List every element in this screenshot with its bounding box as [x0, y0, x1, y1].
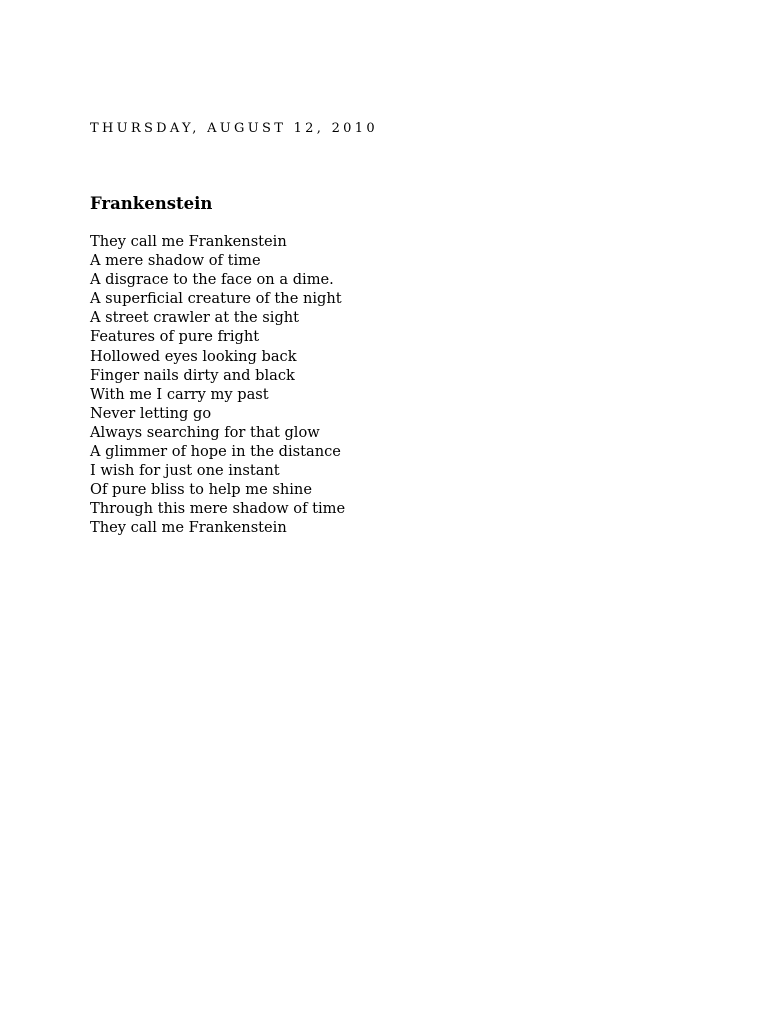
poem-line: Features of pure fright: [90, 328, 260, 346]
poem-line: I wish for just one instant: [90, 462, 280, 480]
poem-line: Finger nails dirty and black: [90, 366, 295, 384]
poem-line: Through this mere shadow of time: [90, 500, 346, 518]
post-body: [90, 232, 345, 538]
date-header: THURSDAY, AUGUST 12, 2010: [90, 121, 378, 136]
poem-line: A mere shadow of time: [90, 252, 261, 270]
poem-line: A street crawler at the sight: [90, 309, 300, 327]
poem-line: They call me Frankenstein: [90, 233, 287, 250]
poem-line: They call me Frankenstein: [90, 519, 287, 537]
poem-line: Hollowed eyes looking back: [90, 347, 297, 365]
poem-line: A disgrace to the face on a dime.: [90, 271, 334, 289]
poem-line: Never letting go: [90, 404, 212, 422]
poem-line: With me I carry my past: [90, 385, 269, 403]
poem-line: Of pure bliss to help me shine: [90, 481, 312, 499]
poem-line: Always searching for that glow: [90, 423, 320, 441]
post-title: Frankenstein: [90, 194, 213, 213]
poem-line: A superficial creature of the night: [90, 290, 342, 308]
poem-line: A glimmer of hope in the distance: [90, 443, 341, 461]
